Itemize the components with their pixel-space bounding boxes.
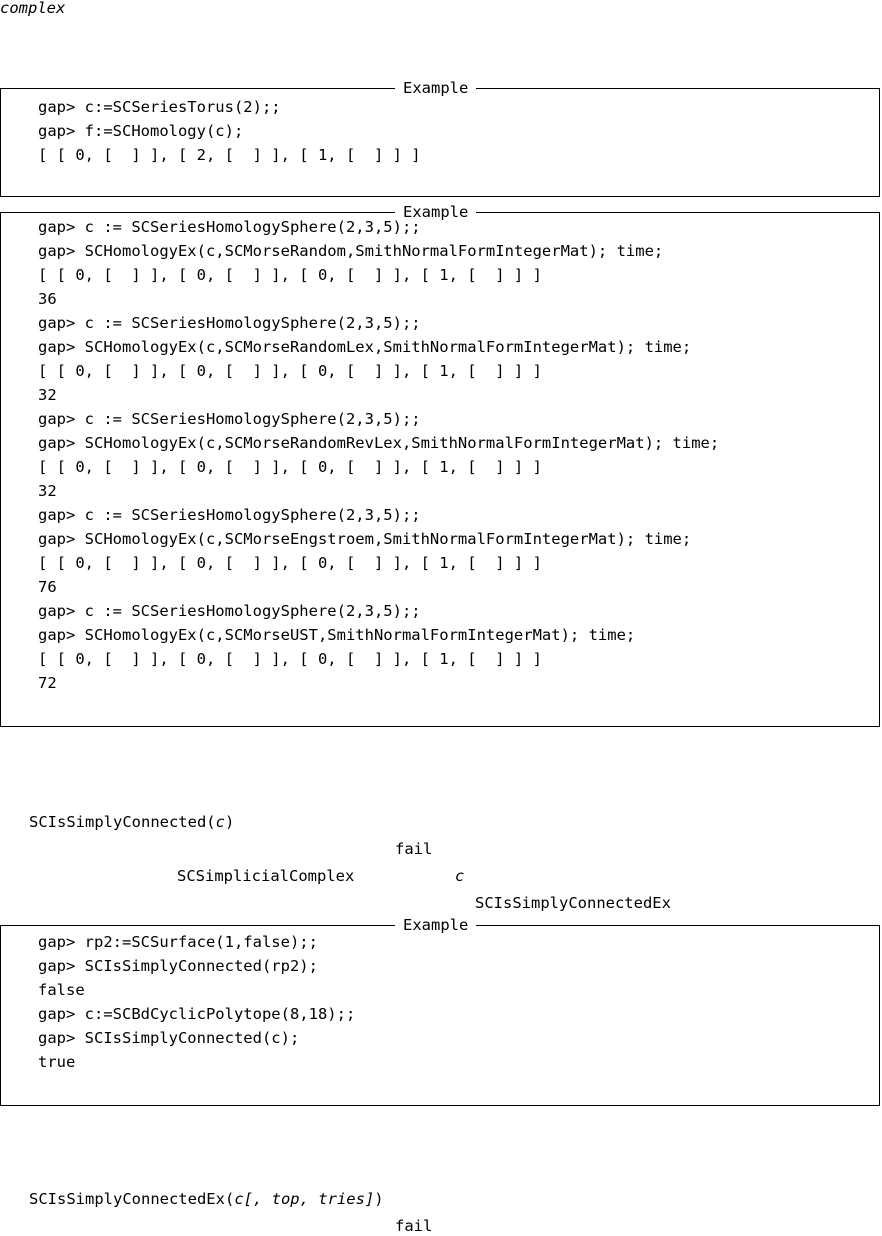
code-line: 76 — [38, 578, 57, 596]
function-args-2: c[, top, tries] — [234, 1190, 375, 1208]
function-close: ) — [224, 813, 235, 831]
return-value-fail: fail — [395, 840, 433, 858]
code-line: [ [ 0, [ ] ], [ 0, [ ] ], [ 0, [ ] ], [ 1, [ ] ] ] — [38, 554, 542, 572]
code-block-3 — [38, 930, 355, 1074]
function-name-2: SCIsSimplyConnectedEx( — [29, 1190, 235, 1208]
code-line: gap> SCHomologyEx(c,SCMorseRandomLex,SmithNormalFormIntegerMat); time; — [38, 338, 692, 356]
example-label: Example — [395, 80, 476, 96]
code-line: [ [ 0, [ ] ], [ 0, [ ] ], [ 0, [ ] ], [ 1, [ ] ] ] — [38, 266, 542, 284]
return-value-fail-2: fail — [395, 1217, 433, 1235]
code-line: gap> c := SCSeriesHomologySphere(2,3,5);; — [38, 218, 421, 236]
code-line: 72 — [38, 674, 57, 692]
code-line: 36 — [38, 290, 57, 308]
section-heading-fragment: complex — [0, 0, 66, 17]
code-line: [ [ 0, [ ] ], [ 2, [ ] ], [ 1, [ ] ] ] — [38, 146, 421, 164]
function-name: SCIsSimplyConnected( — [29, 813, 216, 831]
example-box-1 — [0, 79, 880, 197]
function-signature — [29, 812, 234, 832]
code-line: [ [ 0, [ ] ], [ 0, [ ] ], [ 0, [ ] ], [ 1, [ ] ] ] — [38, 362, 542, 380]
example-label: Example — [395, 917, 476, 933]
code-line: gap> f:=SCHomology(c); — [38, 122, 244, 140]
code-block-1 — [38, 95, 421, 167]
code-line: gap> SCHomologyEx(c,SCMorseRandom,SmithNormalFormIntegerMat); time; — [38, 242, 664, 260]
code-line: 32 — [38, 482, 57, 500]
see-also-link[interactable]: SCIsSimplyConnectedEx — [475, 894, 671, 912]
example-label: Example — [395, 204, 476, 220]
code-line: gap> SCHomologyEx(c,SCMorseUST,SmithNormalFormIntegerMat); time; — [38, 626, 636, 644]
code-line: false — [38, 981, 85, 999]
function-close-2: ) — [374, 1190, 384, 1208]
code-line: gap> SCHomologyEx(c,SCMorseEngstroem,SmithNormalFormIntegerMat); time; — [38, 530, 692, 548]
param-name: c — [455, 867, 465, 885]
example-box-2 — [0, 203, 880, 727]
code-line: gap> rp2:=SCSurface(1,false);; — [38, 933, 318, 951]
example-box-3 — [0, 916, 880, 1106]
code-line: gap> c := SCSeriesHomologySphere(2,3,5);; — [38, 506, 421, 524]
type-name: SCSimplicialComplex — [177, 867, 355, 885]
code-line: gap> c:=SCSeriesTorus(2);; — [38, 98, 281, 116]
code-line: gap> c:=SCBdCyclicPolytope(8,18);; — [38, 1005, 356, 1023]
code-line: gap> SCIsSimplyConnected(c); — [38, 1029, 300, 1047]
function-arg: c — [215, 813, 225, 831]
code-line: gap> c := SCSeriesHomologySphere(2,3,5);; — [38, 602, 421, 620]
function-signature-2 — [29, 1189, 384, 1209]
code-line: [ [ 0, [ ] ], [ 0, [ ] ], [ 0, [ ] ], [ 1, [ ] ] ] — [38, 458, 542, 476]
code-line: gap> c := SCSeriesHomologySphere(2,3,5);; — [38, 410, 421, 428]
code-line: 32 — [38, 386, 57, 404]
code-block-2 — [38, 215, 719, 695]
code-line: [ [ 0, [ ] ], [ 0, [ ] ], [ 0, [ ] ], [ 1, [ ] ] ] — [38, 650, 542, 668]
code-line: gap> SCHomologyEx(c,SCMorseRandomRevLex,SmithNormalFormIntegerMat); time; — [38, 434, 720, 452]
code-line: gap> c := SCSeriesHomologySphere(2,3,5);; — [38, 314, 421, 332]
code-line: gap> SCIsSimplyConnected(rp2); — [38, 957, 318, 975]
code-line: true — [38, 1053, 76, 1071]
